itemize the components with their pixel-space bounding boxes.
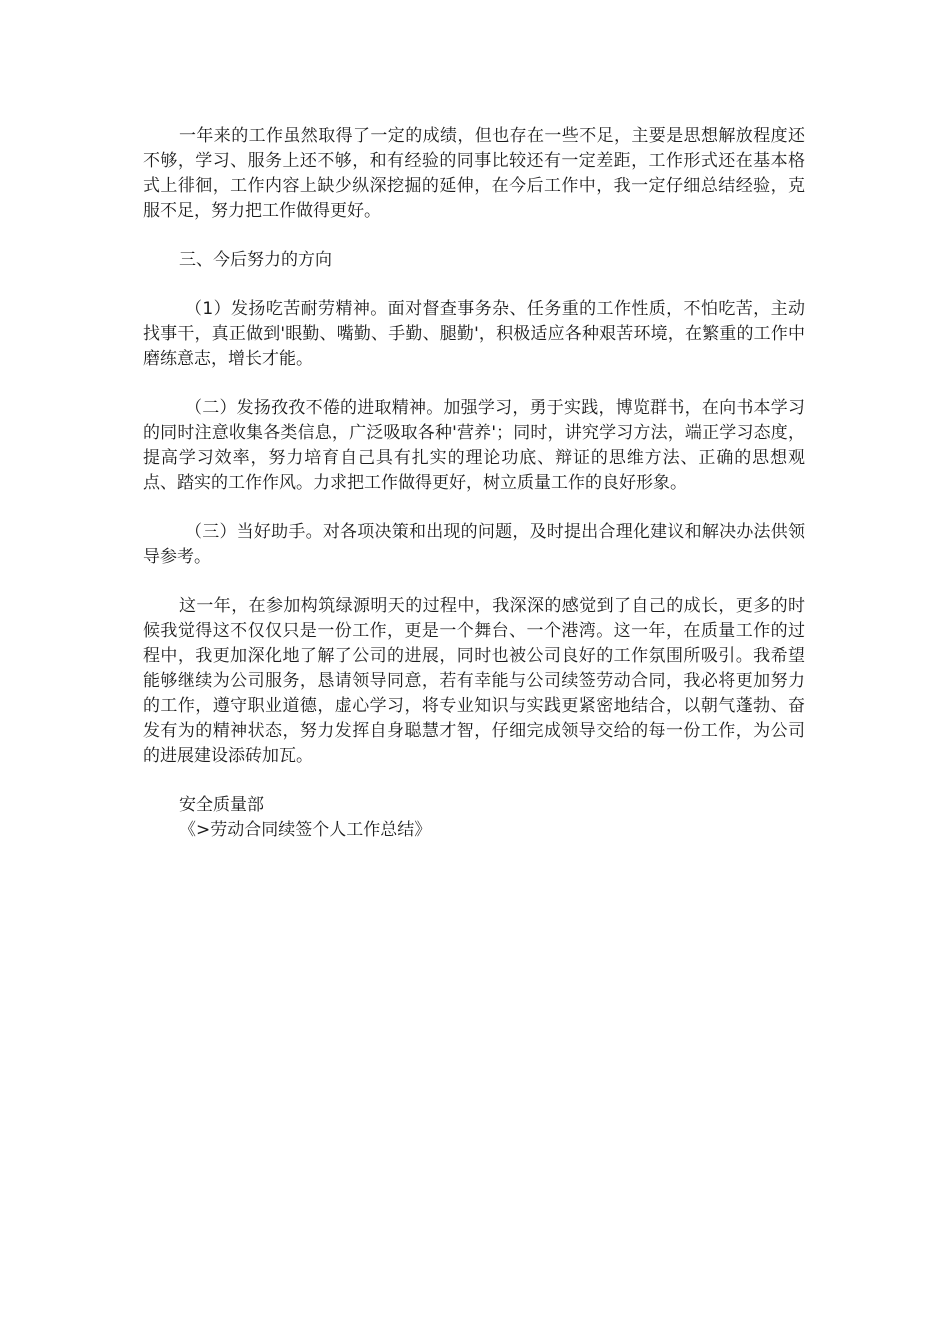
document-body bbox=[143, 124, 805, 843]
direction-item-3: （三）当好助手。对各项决策和出现的问题，及时提出合理化建议和解决办法供领导参考。 bbox=[143, 522, 805, 567]
direction-item-2: （二）发扬孜孜不倦的进取精神。加强学习，勇于实践，博览群书，在向书本学习的同时注意收集各类信息，广泛吸取各种'营养'；同时，讲究学习方法，端正学习态度，提高学习效率，努力培育自己具有扎实的理论功底、辩证的思维方法、正确的思想观点、踏实的工作作风。力求把工作做得更好，树立质量工作的良好形象。 bbox=[143, 398, 805, 493]
direction-item-1: （1）发扬吃苦耐劳精神。面对督查事务杂、任务重的工作性质，不怕吃苦，主动找事干，真正做到'眼勤、嘴勤、手勤、腿勤'，积极适应各种艰苦环境，在繁重的工作中磨练意志，增长才能。 bbox=[143, 299, 805, 369]
summary-paragraph: 一年来的工作虽然取得了一定的成绩，但也存在一些不足，主要是思想解放程度还不够，学习、服务上还不够，和有经验的同事比较还有一定差距，工作形式还在基本格式上徘徊，工作内容上缺少纵深挖掘的延伸，在今后工作中，我一定仔细总结经验，克服不足，努力把工作做得更好。 bbox=[143, 126, 805, 221]
section-heading: 三、今后努力的方向 bbox=[179, 250, 332, 270]
document-title-footer: 《>劳动合同续签个人工作总结》 bbox=[179, 820, 432, 840]
closing-paragraph: 这一年，在参加构筑绿源明天的过程中，我深深的感觉到了自己的成长，更多的时候我觉得这不仅仅只是一份工作，更是一个舞台、一个港湾。这一年，在质量工作的过程中，我更加深化地了解了公司的进展，同时也被公司良好的工作氛围所吸引。我希望能够继续为公司服务，恳请领导同意，若有幸能与公司续签劳动合同，我必将更加努力的工作，遵守职业道德，虚心学习，将专业知识与实践更紧密地结合，以朝气蓬勃、奋发有为的精神状态，努力发挥自身聪慧才智，仔细完成领导交给的每一份工作，为公司的进展建设添砖加瓦。 bbox=[143, 596, 805, 766]
department-signature: 安全质量部 bbox=[179, 795, 264, 815]
